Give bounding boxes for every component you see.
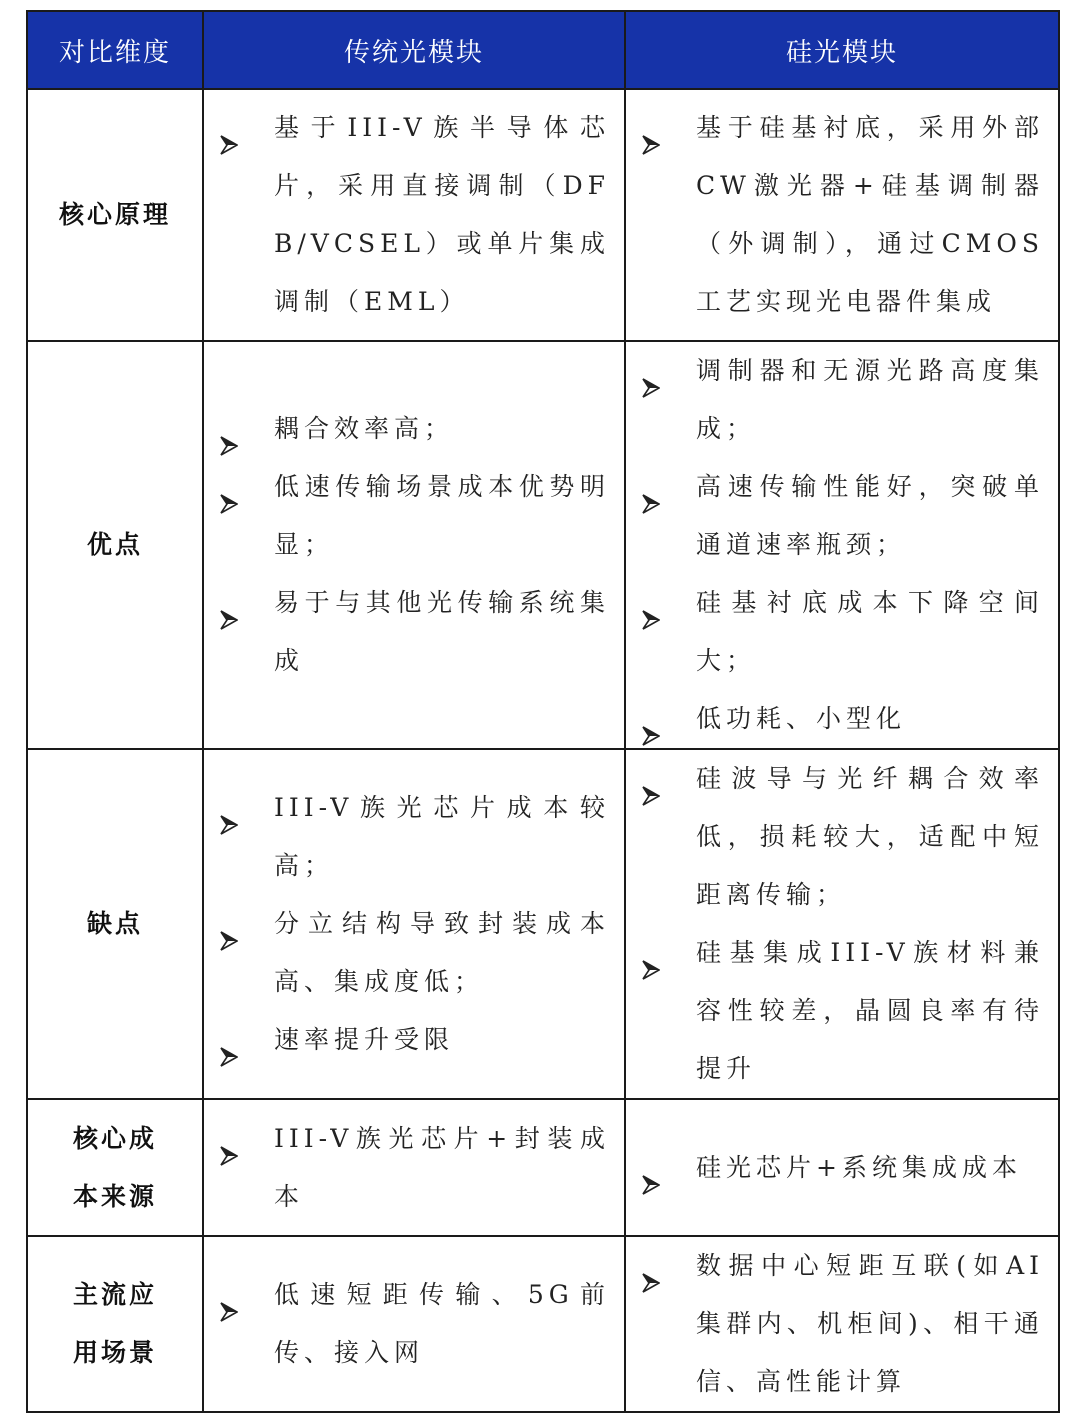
table-row <box>27 749 1059 1099</box>
silicon-bullet-list <box>640 342 1044 748</box>
list-item-text: III-V族光芯片+封装成本 <box>274 1123 610 1211</box>
list-item-text: III-V族光芯片成本较高； <box>274 793 610 880</box>
list-item-text: 基于硅基衬底，采用外部CW激光器+硅基调制器（外调制），通过CMOS工艺实现光电器件集成 <box>696 113 1044 316</box>
list-item-text: 调制器和无源光路高度集成； <box>696 356 1044 443</box>
header-dimension: 对比维度 <box>27 11 203 89</box>
list-item-text: 速率提升受限 <box>274 1025 455 1054</box>
list-item <box>640 750 1044 924</box>
arrow-bullet-icon <box>220 1129 238 1149</box>
traditional-bullet-list <box>218 99 610 331</box>
traditional-cell <box>203 341 625 749</box>
arrow-bullet-icon <box>642 943 660 963</box>
arrow-bullet-icon <box>642 709 660 729</box>
list-item <box>640 458 1044 574</box>
silicon-cell <box>625 749 1059 1099</box>
table-row <box>27 1099 1059 1236</box>
list-item-text: 硅基集成III-V族材料兼容性较差，晶圆良率有待提升 <box>696 938 1044 1083</box>
silicon-cell <box>625 1236 1059 1412</box>
arrow-bullet-icon <box>220 419 238 439</box>
silicon-cell <box>625 341 1059 749</box>
arrow-bullet-icon <box>220 593 238 613</box>
traditional-cell <box>203 89 625 341</box>
list-item <box>640 99 1044 331</box>
list-item-text: 易于与其他光传输系统集成 <box>274 588 610 675</box>
arrow-bullet-icon <box>220 118 238 138</box>
list-item-text: 耦合效率高； <box>274 414 455 443</box>
dimension-label: 主流应用场景 <box>72 1280 157 1367</box>
arrow-bullet-icon <box>642 1158 660 1178</box>
list-item <box>218 1266 610 1382</box>
silicon-bullet-list <box>640 1237 1044 1411</box>
traditional-bullet-list <box>218 1266 610 1382</box>
arrow-bullet-icon <box>642 118 660 138</box>
silicon-bullet-list <box>640 99 1044 331</box>
traditional-bullet-list <box>218 1110 610 1226</box>
list-item <box>218 895 610 1011</box>
table-header-row <box>27 11 1059 89</box>
arrow-bullet-icon <box>642 1256 660 1276</box>
list-item <box>640 690 1044 748</box>
silicon-bullet-list <box>640 1139 1044 1197</box>
traditional-bullet-list <box>218 779 610 1069</box>
header-silicon: 硅光模块 <box>625 11 1059 89</box>
arrow-bullet-icon <box>220 798 238 818</box>
header-traditional: 传统光模块 <box>203 11 625 89</box>
list-item <box>640 574 1044 690</box>
list-item-text: 硅基衬底成本下降空间大； <box>696 588 1044 675</box>
dimension-cell <box>27 1099 203 1236</box>
list-item <box>640 342 1044 458</box>
silicon-cell <box>625 89 1059 341</box>
list-item-text: 低速传输场景成本优势明显； <box>274 472 610 559</box>
list-item-text: 高速传输性能好，突破单通道速率瓶颈； <box>696 472 1044 559</box>
list-item-text: 基于III-V族半导体芯片，采用直接调制（DFB/VCSEL）或单片集成调制（EML） <box>274 113 610 316</box>
arrow-bullet-icon <box>220 1285 238 1305</box>
list-item <box>218 1110 610 1226</box>
list-item-text: 低功耗、小型化 <box>696 704 907 733</box>
silicon-cell <box>625 1099 1059 1236</box>
arrow-bullet-icon <box>220 1030 238 1050</box>
dimension-cell <box>27 89 203 341</box>
list-item-text: 低速短距传输、5G前传、接入网 <box>274 1280 610 1367</box>
traditional-cell <box>203 749 625 1099</box>
list-item <box>218 99 610 331</box>
arrow-bullet-icon <box>642 593 660 613</box>
list-item <box>218 400 610 458</box>
table-row <box>27 341 1059 749</box>
list-item <box>640 924 1044 1098</box>
list-item <box>218 458 610 574</box>
list-item-text: 硅波导与光纤耦合效率低，损耗较大，适配中短距离传输； <box>696 764 1044 909</box>
arrow-bullet-icon <box>642 769 660 789</box>
comparison-table <box>26 10 1060 1413</box>
list-item-text: 数据中心短距互联(如AI集群内、机柜间)、相干通信、高性能计算 <box>696 1251 1044 1396</box>
dimension-label: 缺点 <box>86 909 143 938</box>
dimension-label: 核心原理 <box>58 200 171 229</box>
list-item <box>218 779 610 895</box>
dimension-label: 核心成本来源 <box>72 1123 157 1211</box>
list-item <box>218 1011 610 1069</box>
dimension-cell <box>27 1236 203 1412</box>
arrow-bullet-icon <box>642 477 660 497</box>
traditional-cell <box>203 1236 625 1412</box>
traditional-cell <box>203 1099 625 1236</box>
dimension-cell <box>27 341 203 749</box>
list-item <box>218 574 610 690</box>
arrow-bullet-icon <box>220 477 238 497</box>
table-row <box>27 89 1059 341</box>
arrow-bullet-icon <box>220 914 238 934</box>
list-item-text: 硅光芯片+系统集成成本 <box>696 1152 1022 1182</box>
list-item-text: 分立结构导致封装成本高、集成度低； <box>274 909 610 996</box>
list-item <box>640 1139 1044 1197</box>
list-item <box>640 1237 1044 1411</box>
traditional-bullet-list <box>218 400 610 690</box>
dimension-cell <box>27 749 203 1099</box>
dimension-label: 优点 <box>86 530 143 559</box>
silicon-bullet-list <box>640 750 1044 1098</box>
arrow-bullet-icon <box>642 361 660 381</box>
table-row <box>27 1236 1059 1412</box>
